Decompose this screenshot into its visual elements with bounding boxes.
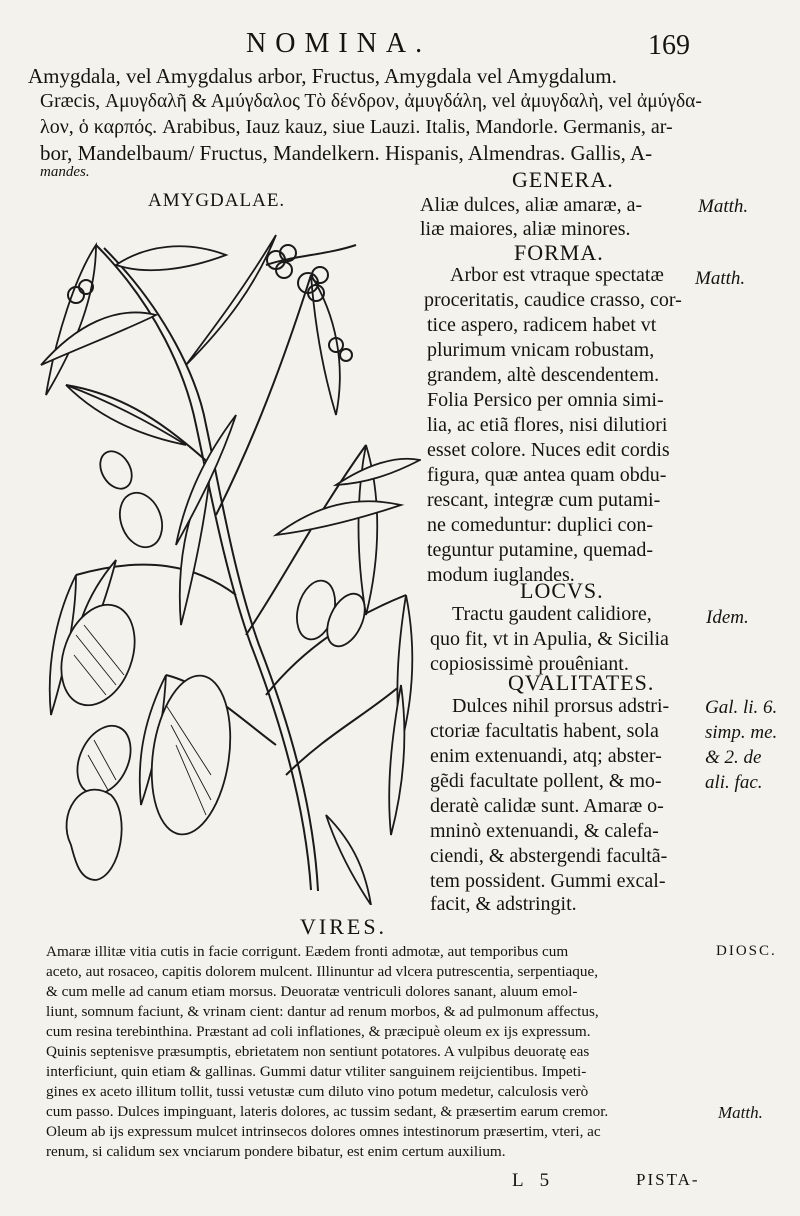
locus-line: copiosissimè prouêniant. bbox=[430, 653, 629, 675]
vires-side-note: DIOSC. bbox=[716, 943, 777, 959]
forma-line: rescant, integræ cum putami- bbox=[427, 489, 661, 511]
figure-caption: AMYGDALAE. bbox=[148, 190, 286, 211]
genera-line: Aliæ dulces, aliæ amaræ, a- bbox=[420, 194, 643, 216]
qualitates-line: ctoriæ facultatis habent, sola bbox=[430, 720, 659, 742]
qualitates-line: Dulces nihil prorsus adstri- bbox=[452, 695, 670, 717]
vires-side-note: Matth. bbox=[718, 1103, 763, 1122]
catchword: PISTA- bbox=[636, 1170, 700, 1189]
vires-line: cum passo. Dulces impinguant, lateris dolores, ac tussim sedant, & præsertim earum cremor. bbox=[46, 1103, 609, 1120]
nomina-line: λον, ὁ καρπός. Arabibus, Iauz kauz, siue Lauzi. Italis, Mandorle. Germanis, ar- bbox=[40, 116, 673, 138]
running-head: NOMINA. bbox=[246, 28, 432, 59]
vires-line: cum resina terebinthina. Præstant ad coli inflationes, & præcipuè oleum ex ijs expressum. bbox=[46, 1023, 591, 1040]
qualitates-side-note: Gal. li. 6. bbox=[705, 697, 778, 718]
nomina-line: mandes. bbox=[40, 164, 90, 180]
qualitates-side-note: simp. me. bbox=[705, 722, 778, 743]
locus-line: Tractu gaudent calidiore, bbox=[452, 603, 652, 625]
vires-line: Oleum ab ijs expressum mulcet intrinsecos dolores omnes intestinorum præsertim, vteri, ac bbox=[46, 1123, 601, 1140]
nomina-line: Græcis, Αμυγδαλῆ & Αμύγδαλος Τὸ δένδρον, ἀμυγδάλη, vel ἀμυγδαλὴ, vel ἀμύγδα- bbox=[40, 91, 702, 112]
vires-line: liunt, somnum faciunt, & vrinam cient: dantur ad renum morbos, & ad pulmonum affectus, bbox=[46, 1003, 599, 1020]
qualitates-line: ciendi, & abstergendi facultã- bbox=[430, 845, 668, 867]
genera-heading: GENERA. bbox=[512, 167, 614, 192]
qualitates-line: mninò extenuandi, & calefa- bbox=[430, 820, 659, 842]
forma-line: esset colore. Nuces edit cordis bbox=[427, 439, 670, 461]
forma-line: tice aspero, radicem habet vt bbox=[427, 314, 657, 336]
vires-line: Amaræ illitæ vitia cutis in facie corrigunt. Eædem fronti admotæ, aut temporibus cum bbox=[46, 943, 569, 960]
genera-line: liæ maiores, aliæ minores. bbox=[420, 218, 631, 240]
qualitates-line: deratè calidæ sunt. Amaræ o- bbox=[430, 795, 664, 817]
forma-side-note: Matth. bbox=[695, 268, 746, 289]
qualitates-line: facit, & adstringit. bbox=[430, 893, 577, 915]
locus-line: quo fit, vt in Apulia, & Sicilia bbox=[430, 628, 669, 650]
vires-line: interficiunt, quin etiam & gallinas. Gummi datur vtiliter sanguinem reijcientibus. Impeti- bbox=[46, 1063, 587, 1080]
signature-mark: L 5 bbox=[512, 1170, 556, 1191]
vires-line: & cum melle ad canum etiam morsus. Deuoratæ ventriculi dolores sanant, aluum emol- bbox=[46, 983, 578, 1000]
forma-line: modum iuglandes. bbox=[427, 564, 575, 586]
forma-line: ne comeduntur: duplici con- bbox=[427, 514, 654, 536]
qualitates-side-note: ali. fac. bbox=[705, 772, 763, 793]
vires-line: renum, si calidum sex vnciarum pondere bibatur, est enim certum auxilium. bbox=[46, 1143, 506, 1160]
qualitates-side-note: & 2. de bbox=[705, 747, 762, 768]
qualitates-line: tem possident. Gummi excal- bbox=[430, 870, 666, 892]
forma-line: Arbor est vtraque spectatæ bbox=[450, 264, 664, 286]
forma-line: figura, quæ antea quam obdu- bbox=[427, 464, 667, 486]
qualitates-line: enim extenuandi, atq; abster- bbox=[430, 745, 662, 767]
forma-line: Folia Persico per omnia simi- bbox=[427, 389, 664, 411]
qualitates-heading: QVALITATES. bbox=[508, 670, 655, 695]
forma-heading: FORMA. bbox=[514, 240, 604, 265]
forma-line: teguntur putamine, quemad- bbox=[427, 539, 654, 561]
forma-line: grandem, altè descendentem. bbox=[427, 364, 660, 386]
almond-woodcut-illustration bbox=[36, 215, 421, 905]
vires-heading: VIRES. bbox=[300, 914, 388, 939]
genera-side-note: Matth. bbox=[698, 196, 749, 217]
forma-line: lia, ac etiã flores, nisi dilutiori bbox=[427, 414, 668, 436]
qualitates-line: gẽdi facultate pollent, & mo- bbox=[430, 770, 662, 792]
vires-line: aceto, aut rosaceo, capitis dolorem mulcent. Illinuntur ad vlcera putrescentia, serpentiaque, bbox=[46, 963, 599, 980]
forma-line: plurimum vnicam robustam, bbox=[427, 339, 655, 361]
vires-line: Quinis septenisve præsumptis, ebrietatem non sentiunt potatores. A vulpibus deuoratę eas bbox=[46, 1043, 590, 1060]
locus-heading: LOCVS. bbox=[520, 578, 604, 603]
page-number: 169 bbox=[648, 30, 690, 61]
locus-side-note: Idem. bbox=[706, 607, 749, 628]
nomina-line: bor, Mandelbaum/ Fructus, Mandelkern. Hispanis, Almendras. Gallis, A- bbox=[40, 141, 653, 165]
vires-line: gines ex aceto illitum tollit, tussi vetustæ cum diluto vino potum medetur, calculosis verò bbox=[46, 1083, 589, 1100]
forma-line: proceritatis, caudice crasso, cor- bbox=[424, 289, 682, 311]
nomina-line: Amygdala, vel Amygdalus arbor, Fructus, Amygdala vel Amygdalum. bbox=[28, 64, 617, 88]
